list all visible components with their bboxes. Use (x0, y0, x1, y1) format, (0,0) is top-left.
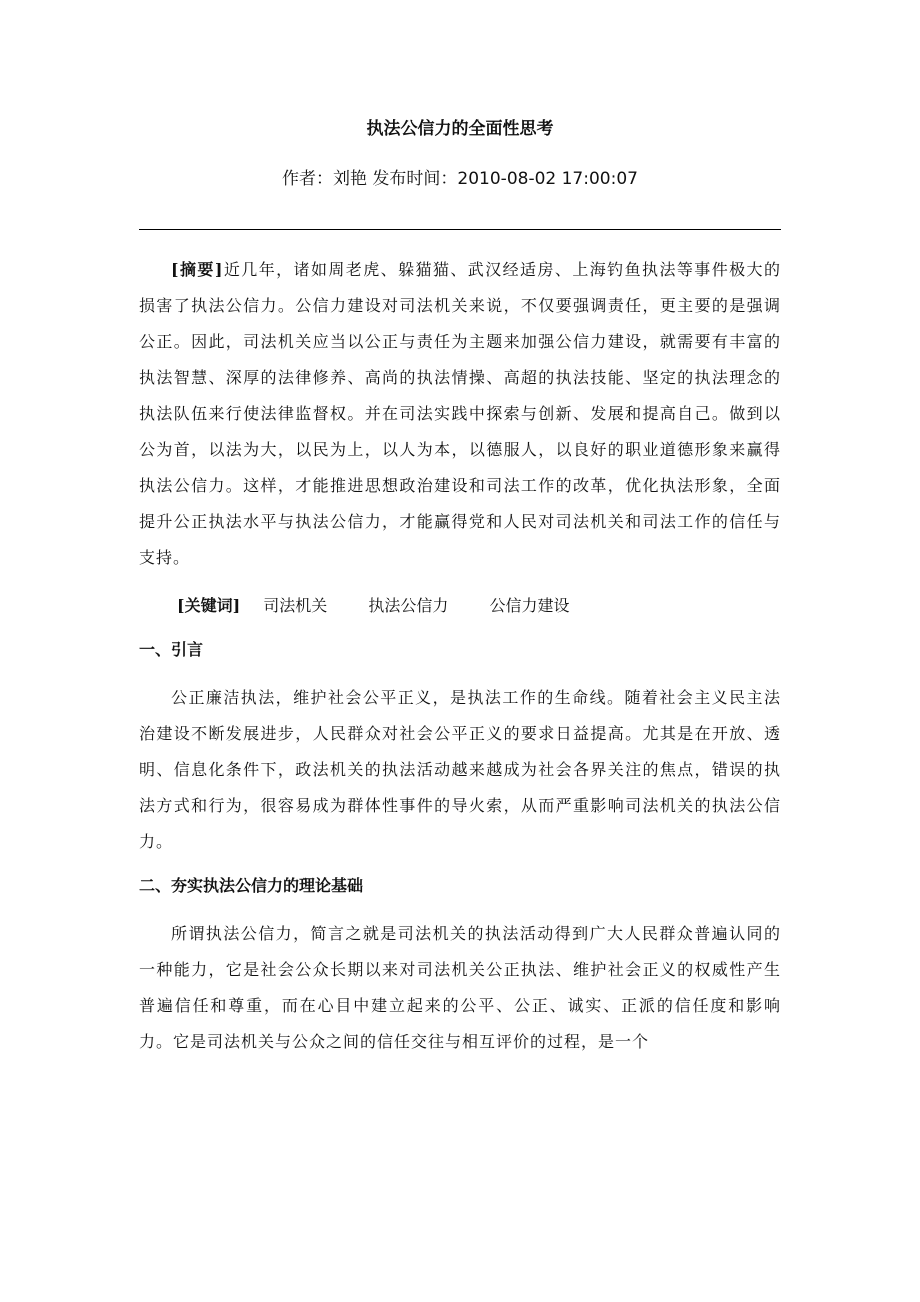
keyword-item: 司法机关 (263, 596, 328, 615)
keyword-item: 公信力建设 (489, 596, 570, 615)
author-date-line: 作者：刘艳 发布时间：2010-08-02 17:00:07 (282, 169, 638, 189)
keywords-label: [关键词] (177, 596, 241, 615)
keywords-line (139, 588, 781, 624)
keyword-item: 执法公信力 (368, 596, 449, 615)
abstract-paragraph (139, 252, 781, 576)
section-paragraph-introduction: 公正廉洁执法，维护社会公平正义，是执法工作的生命线。随着社会主义民主法治建设不断发展进步，人民群众对社会公平正义的要求日益提高。尤其是在开放、透明、信息化条件下，政法机关的执法活动越来越成为社会各界关注的焦点，错误的执法方式和行为，很容易成为群体性事件的导火索，从而严重影响司法机关的执法公信力。 (139, 688, 781, 851)
abstract-label: [摘要] (171, 260, 224, 279)
header-divider (139, 229, 781, 230)
section-heading-theory: 二、夯实执法公信力的理论基础 (139, 876, 364, 895)
document-title: 执法公信力的全面性思考 (366, 119, 554, 139)
section-paragraph-theory: 所谓执法公信力，简言之就是司法机关的执法活动得到广大人民群众普遍认同的一种能力，它是社会公众长期以来对司法机关公正执法、维护社会正义的权威性产生普遍信任和尊重，而在心目中建立起来的公平、公正、诚实、正派的信任度和影响力。它是司法机关与公众之间的信任交往与相互评价的过程，是一个 (139, 924, 781, 1051)
abstract-text: 近几年，诸如周老虎、躲猫猫、武汉经适房、上海钓鱼执法等事件极大的损害了执法公信力。公信力建设对司法机关来说，不仅要强调责任，更主要的是强调公正。因此，司法机关应当以公正与责任为主题来加强公信力建设，就需要有丰富的执法智慧、深厚的法律修养、高尚的执法情操、高超的执法技能、坚定的执法理念的执法队伍来行使法律监督权。并在司法实践中探索与创新、发展和提高自己。做到以公为首，以法为大，以民为上，以人为本，以德服人，以良好的职业道德形象来赢得执法公信力。这样，才能推进思想政治建设和司法工作的改革，优化执法形象，全面提升公正执法水平与执法公信力，才能赢得党和人民对司法机关和司法工作的信任与支持。 (139, 260, 781, 567)
section-heading-introduction: 一、引言 (139, 640, 204, 659)
document-body (139, 252, 781, 1060)
